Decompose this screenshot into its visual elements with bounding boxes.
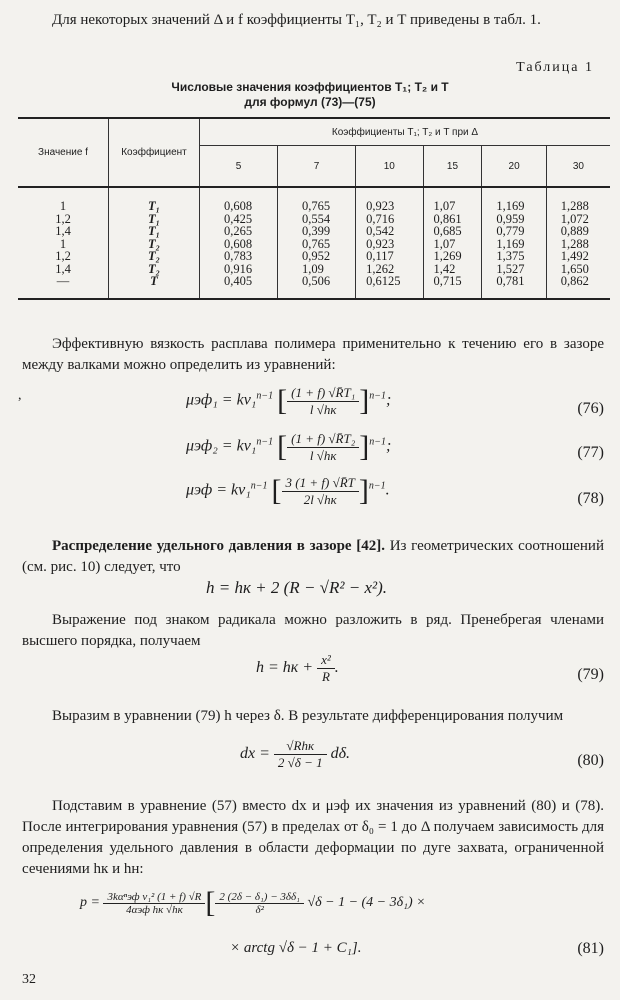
f-value: 1,4 bbox=[55, 261, 71, 276]
series-paragraph: Выражение под знаком радикала можно разложить в ряд. Пренебрегая членами высшего порядка, получаем bbox=[22, 612, 604, 649]
cell: 1,375 bbox=[496, 249, 525, 263]
values-delta-10 bbox=[356, 187, 423, 299]
equation-76: μэф₁ = kv₁$^{n-1}$ [ $\frac{\text{(1 + f) √R̄T₁}}{l √hк}$ ]$^{n-1}$; (76) bbox=[186, 384, 604, 417]
eq81-denominator1: 4αэф hк √hк bbox=[126, 903, 183, 916]
values-delta-30 bbox=[546, 187, 610, 299]
header-value-f: Значение f bbox=[18, 118, 109, 187]
eq81-numerator1: 3kαⁿэф v₁² (1 + f) √R bbox=[103, 891, 205, 904]
eq78-outer-exp: n−1 bbox=[368, 480, 386, 492]
cell: 0,554 bbox=[302, 211, 331, 226]
eq77-tail: ; bbox=[385, 437, 392, 455]
cell: 1,072 bbox=[560, 211, 589, 226]
cell: 1,169 bbox=[496, 199, 525, 213]
cell: 0,861 bbox=[433, 211, 462, 226]
cell: 0,765 bbox=[302, 236, 331, 251]
cell: 1,42 bbox=[433, 261, 456, 276]
section-heading: Распределение удельного давления в зазоре [42]. bbox=[52, 538, 386, 554]
coefficients-table bbox=[18, 117, 610, 300]
values-delta-7 bbox=[278, 187, 356, 299]
eq76-tail: ; bbox=[385, 391, 392, 409]
cell: 0,6125 bbox=[366, 274, 401, 288]
header-delta-10: 10 bbox=[356, 146, 423, 188]
eq77-numerator: (1 + f) √R̄T₂ bbox=[287, 431, 359, 448]
values-delta-20 bbox=[482, 187, 546, 299]
page-number: 32 bbox=[22, 972, 36, 987]
cell: 0,405 bbox=[224, 274, 253, 288]
section-text: Из геометрических соотношений (см. рис. 10) следует, что bbox=[22, 538, 604, 575]
coef-name: T₂ bbox=[148, 236, 160, 251]
header-delta-7: 7 bbox=[278, 146, 356, 188]
eq79-lhs: h = hк + bbox=[256, 659, 314, 677]
f-value: 1 bbox=[59, 199, 67, 213]
eq79-denominator: R bbox=[321, 669, 330, 684]
eq81-lhs: p = bbox=[80, 895, 100, 911]
eq76-denominator: l √hк bbox=[309, 401, 337, 417]
header-delta-15: 15 bbox=[423, 146, 482, 188]
eq78-numerator: 3 (1 + f) √R̄T bbox=[282, 475, 359, 492]
intro-paragraph: Для некоторых значений Δ и f коэффициенты T₁, T₂ и T приведены в табл. 1. bbox=[52, 12, 541, 28]
table-title-line2: для формул (73)—(75) bbox=[244, 95, 376, 109]
values-delta-5 bbox=[200, 187, 278, 299]
eq76-number: (76) bbox=[577, 400, 604, 417]
cell: 1,288 bbox=[560, 236, 589, 251]
equation-77: μэф₂ = kv₁$^{n-1}$ [ $\frac{\text{(1 + f) √R̄T₂}}{l √hк}$ ]$^{n-1}$; (77) bbox=[186, 430, 604, 463]
eq80-tail: dδ. bbox=[330, 745, 351, 763]
eq76-lhs: μэф₁ = kv₁ bbox=[186, 391, 257, 409]
eq78-exp: n−1 bbox=[250, 480, 268, 492]
eq79-tail: . bbox=[334, 659, 339, 677]
cell: 0,265 bbox=[224, 224, 253, 238]
equation-79 bbox=[0, 652, 620, 702]
eq80-denominator: 2 √δ − 1 bbox=[277, 755, 323, 770]
eq78-lhs: μэф = kv₁ bbox=[186, 481, 251, 499]
cell: 0,923 bbox=[366, 199, 395, 213]
coef-name: T bbox=[150, 274, 158, 288]
header-coefficient: Коэффициент bbox=[109, 118, 200, 187]
header-coefficient-group: Коэффициенты T₁; T₂ и T при Δ bbox=[200, 118, 611, 146]
eq77-denominator: l √hк bbox=[309, 447, 337, 463]
eq78-number: (78) bbox=[577, 490, 604, 507]
eq81-number: (81) bbox=[577, 940, 604, 957]
cell: 1,288 bbox=[560, 199, 589, 213]
substitution-paragraph: Подставим в уравнение (57) вместо dx и μэф их значения из уравнений (80) и (78). После интегрирования уравнения (57) в пределах от δ₀ = 1 до Δ получаем зависимость для определения удельного давления в области деформации по дуге захвата, ограниченной сечениями hк и hн: bbox=[22, 798, 604, 877]
cell: 1,527 bbox=[496, 261, 525, 276]
cell: 0,425 bbox=[224, 211, 253, 226]
f-value: 1,2 bbox=[55, 249, 71, 263]
cell: 0,542 bbox=[366, 224, 395, 238]
eq76-outer-exp: n−1 bbox=[369, 390, 386, 402]
cell: 1,650 bbox=[560, 261, 589, 276]
equation-78: μэф = kv₁$^{n-1}$ [ $\frac{3 (1 + f) √R̄T}{2l √hк}$ ]$^{n-1}$. (78) bbox=[186, 474, 604, 507]
table-title bbox=[0, 80, 620, 110]
eq79-number: (79) bbox=[577, 666, 604, 683]
eq78-denominator: 2l √hк bbox=[303, 491, 337, 507]
cell: 1,169 bbox=[496, 236, 525, 251]
f-value: 1,2 bbox=[55, 211, 71, 226]
cell: 1,07 bbox=[433, 236, 456, 251]
eq76-exp: n−1 bbox=[256, 390, 274, 402]
equation-81-line2 bbox=[0, 940, 620, 966]
eq81-denominator2: δ² bbox=[255, 903, 264, 916]
cell: 1,07 bbox=[433, 199, 456, 213]
eq81-rest1: √δ − 1 − (4 − 3δ₁) × bbox=[307, 895, 426, 911]
cell: 1,09 bbox=[302, 261, 324, 276]
cell: 0,685 bbox=[433, 224, 462, 238]
coef-name: T₁ bbox=[148, 211, 160, 226]
f-value: 1 bbox=[59, 236, 67, 251]
cell: 0,952 bbox=[302, 249, 331, 263]
eq80-number: (80) bbox=[577, 752, 604, 769]
f-value: — bbox=[56, 274, 70, 288]
cell: 0,889 bbox=[560, 224, 589, 238]
eq77-lhs: μэф₂ = kv₁ bbox=[186, 437, 257, 455]
coef-name: T₁ bbox=[148, 199, 160, 213]
cell: 0,716 bbox=[366, 211, 395, 226]
cell: 0,959 bbox=[496, 211, 525, 226]
eq76-numerator: (1 + f) √R̄T₁ bbox=[287, 385, 359, 402]
cell: 0,779 bbox=[496, 224, 525, 238]
eq81-numerator2: 2 (2δ − δ₁) − 3δδ₁ bbox=[215, 891, 304, 904]
eq78-tail: . bbox=[385, 481, 390, 499]
cell: 0,117 bbox=[366, 249, 394, 263]
differentiation-paragraph: Выразим в уравнении (79) h через δ. В результате дифференцирования получим bbox=[52, 708, 564, 724]
cell: 0,608 bbox=[224, 199, 253, 213]
coefficient-names-column bbox=[109, 187, 200, 299]
cell: 0,765 bbox=[302, 199, 331, 213]
margin-mark: , bbox=[18, 388, 22, 403]
coef-name: T₁ bbox=[148, 224, 160, 238]
cell: 1,492 bbox=[560, 249, 589, 263]
header-delta-30: 30 bbox=[546, 146, 610, 188]
cell: 0,923 bbox=[366, 236, 395, 251]
eq77-exp: n−1 bbox=[256, 436, 274, 448]
coef-name: T₂ bbox=[148, 261, 160, 276]
pressure-section-paragraph bbox=[22, 536, 604, 578]
eq81-line2: × arctg √δ − 1 + C₁]. bbox=[230, 940, 362, 956]
cell: 1,269 bbox=[433, 249, 462, 263]
equation-h bbox=[0, 578, 620, 604]
f-values-column bbox=[18, 187, 109, 299]
table-title-line1: Числовые значения коэффициентов T₁; T₂ и T bbox=[171, 80, 449, 94]
cell: 0,608 bbox=[224, 236, 253, 251]
equation-81-line1: p = $\frac{\text{3kαⁿэф v₁² (1 + f) √R}}{\text{4αэф hк √hк}}$ [ $\frac{\text{2 (2δ − δ₁) − 3δδ₁}}{\text{δ²}}$ √δ − 1 − (4 − 3δ₁) × bbox=[80, 886, 426, 919]
eq80-numerator: √Rhк bbox=[274, 738, 327, 755]
table-body-row bbox=[18, 187, 610, 299]
cell: 0,506 bbox=[302, 274, 331, 288]
viscosity-paragraph: Эффективную вязкость расплава полимера применительно к течению его в зазоре между валками можно определить из уравнений: bbox=[22, 336, 604, 373]
coef-name: T₂ bbox=[148, 249, 160, 263]
f-value: 1,4 bbox=[55, 224, 71, 238]
header-delta-20: 20 bbox=[482, 146, 546, 188]
equation-80 bbox=[0, 738, 620, 788]
cell: 0,783 bbox=[224, 249, 253, 263]
values-delta-15 bbox=[423, 187, 482, 299]
cell: 0,781 bbox=[496, 274, 525, 288]
eq77-outer-exp: n−1 bbox=[369, 436, 386, 448]
header-delta-5: 5 bbox=[200, 146, 278, 188]
eq-h-formula: h = hк + 2 (R − √R² − x²). bbox=[206, 578, 387, 597]
cell: 0,399 bbox=[302, 224, 331, 238]
cell: 0,862 bbox=[560, 274, 589, 288]
eq77-number: (77) bbox=[577, 444, 604, 461]
cell: 0,715 bbox=[433, 274, 462, 288]
cell: 1,262 bbox=[366, 261, 395, 276]
table-label: Таблица 1 bbox=[516, 60, 594, 75]
eq80-lhs: dx = bbox=[240, 745, 270, 763]
cell: 0,916 bbox=[224, 261, 253, 276]
eq79-numerator: x² bbox=[317, 652, 335, 669]
